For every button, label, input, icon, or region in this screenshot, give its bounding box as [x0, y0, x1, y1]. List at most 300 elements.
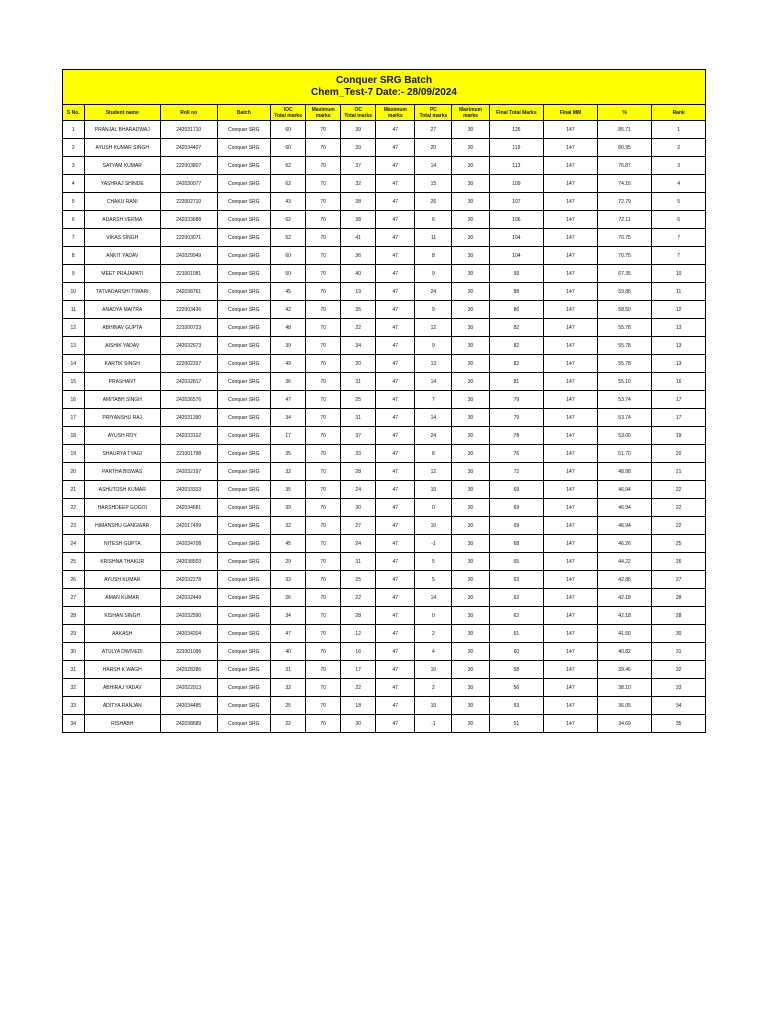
cell-roll-no: 242032817 [160, 373, 217, 391]
cell-final-total: 62 [489, 607, 544, 625]
cell-s-no: 12 [63, 319, 85, 337]
cell-pc-total: 10 [415, 697, 452, 715]
cell-student-name: KRISHNA THAKUR [84, 553, 160, 571]
cell-oc-total: 37 [341, 157, 376, 175]
cell-ioc-max: 70 [306, 463, 341, 481]
cell-percent: 55.10 [597, 373, 652, 391]
cell-roll-no: 221001798 [160, 445, 217, 463]
table-row [63, 571, 706, 589]
table-header [63, 105, 706, 121]
cell-ioc-max: 70 [306, 265, 341, 283]
cell-oc-total: 40 [341, 265, 376, 283]
table-row [63, 157, 706, 175]
cell-ioc-max: 70 [306, 517, 341, 535]
cell-s-no: 2 [63, 139, 85, 157]
cell-rank: 21 [652, 463, 706, 481]
cell-percent: 36.05 [597, 697, 652, 715]
cell-student-name: AMAN KUMAR [84, 589, 160, 607]
cell-oc-total: 18 [341, 697, 376, 715]
cell-roll-no: 242029949 [160, 247, 217, 265]
cell-ioc-max: 70 [306, 643, 341, 661]
cell-pc-max: 30 [452, 409, 489, 427]
cell-roll-no: 242017499 [160, 517, 217, 535]
cell-final-total: 119 [489, 139, 544, 157]
cell-s-no: 17 [63, 409, 85, 427]
cell-final-total: 113 [489, 157, 544, 175]
cell-oc-max: 47 [376, 265, 415, 283]
cell-final-total: 69 [489, 499, 544, 517]
column-header-oc-total [341, 105, 376, 121]
cell-roll-no: 242031390 [160, 409, 217, 427]
cell-pc-max: 30 [452, 355, 489, 373]
table-row [63, 481, 706, 499]
cell-s-no: 19 [63, 445, 85, 463]
cell-batch: Conquer SRG [217, 589, 271, 607]
cell-rank: 30 [652, 625, 706, 643]
cell-percent: 53.74 [597, 409, 652, 427]
cell-student-name: ATULYA DWIVEDI [84, 643, 160, 661]
cell-ioc-max: 70 [306, 445, 341, 463]
cell-pc-total: 14 [415, 589, 452, 607]
cell-percent: 53.74 [597, 391, 652, 409]
cell-roll-no: 242033333 [160, 481, 217, 499]
cell-ioc-max: 70 [306, 589, 341, 607]
cell-roll-no: 242032278 [160, 571, 217, 589]
table-row [63, 697, 706, 715]
cell-batch: Conquer SRG [217, 391, 271, 409]
cell-ioc-total: 32 [271, 517, 306, 535]
cell-oc-max: 47 [376, 427, 415, 445]
cell-oc-total: 16 [341, 643, 376, 661]
cell-pc-total: 14 [415, 373, 452, 391]
cell-s-no: 26 [63, 571, 85, 589]
cell-oc-total: 31 [341, 553, 376, 571]
table-row [63, 355, 706, 373]
cell-s-no: 7 [63, 229, 85, 247]
cell-oc-total: 28 [341, 463, 376, 481]
cell-oc-total: 32 [341, 175, 376, 193]
cell-student-name: SATYAM KUMAR [84, 157, 160, 175]
cell-ioc-total: 49 [271, 355, 306, 373]
cell-ioc-total: 35 [271, 445, 306, 463]
table-row [63, 553, 706, 571]
cell-ioc-total: 34 [271, 607, 306, 625]
cell-s-no: 11 [63, 301, 85, 319]
cell-roll-no: 221000723 [160, 319, 217, 337]
cell-s-no: 6 [63, 211, 85, 229]
cell-s-no: 34 [63, 715, 85, 733]
cell-s-no: 29 [63, 625, 85, 643]
table-row [63, 301, 706, 319]
cell-pc-max: 30 [452, 373, 489, 391]
cell-s-no: 9 [63, 265, 85, 283]
cell-oc-total: 22 [341, 319, 376, 337]
cell-ioc-total: 39 [271, 499, 306, 517]
cell-pc-max: 30 [452, 319, 489, 337]
cell-batch: Conquer SRG [217, 121, 271, 139]
cell-percent: 38.10 [597, 679, 652, 697]
cell-oc-total: 24 [341, 481, 376, 499]
cell-oc-max: 47 [376, 607, 415, 625]
cell-pc-total: 10 [415, 661, 452, 679]
cell-oc-max: 47 [376, 517, 415, 535]
cell-s-no: 8 [63, 247, 85, 265]
cell-rank: 11 [652, 283, 706, 301]
cell-oc-total: 30 [341, 499, 376, 517]
cell-student-name: HIMANSHU GANGWAR [84, 517, 160, 535]
cell-percent: 34.69 [597, 715, 652, 733]
cell-pc-total: 8 [415, 445, 452, 463]
cell-percent: 70.75 [597, 229, 652, 247]
table-row [63, 391, 706, 409]
cell-batch: Conquer SRG [217, 247, 271, 265]
cell-roll-no: 222003071 [160, 229, 217, 247]
cell-final-mm: 147 [544, 229, 598, 247]
column-header-text: Maximum [458, 106, 483, 113]
cell-final-mm: 147 [544, 301, 598, 319]
column-header-student-name [84, 105, 160, 121]
cell-pc-max: 30 [452, 265, 489, 283]
cell-final-mm: 147 [544, 139, 598, 157]
cell-ioc-total: 35 [271, 481, 306, 499]
cell-oc-total: 36 [341, 247, 376, 265]
cell-final-total: 104 [489, 247, 544, 265]
cell-ioc-total: 52 [271, 229, 306, 247]
cell-final-mm: 147 [544, 193, 598, 211]
table-row [63, 517, 706, 535]
cell-final-mm: 147 [544, 463, 598, 481]
table-body [63, 121, 706, 733]
table-row [63, 121, 706, 139]
cell-oc-total: 41 [341, 229, 376, 247]
cell-oc-total: 30 [341, 715, 376, 733]
cell-oc-max: 47 [376, 121, 415, 139]
cell-s-no: 23 [63, 517, 85, 535]
cell-final-total: 61 [489, 625, 544, 643]
cell-ioc-total: 31 [271, 661, 306, 679]
cell-roll-no: 242038689 [160, 715, 217, 733]
cell-oc-total: 33 [341, 445, 376, 463]
cell-student-name: AAKASH [84, 625, 160, 643]
table-row [63, 319, 706, 337]
cell-oc-total: 22 [341, 679, 376, 697]
cell-pc-total: 9 [415, 337, 452, 355]
cell-roll-no: 242036576 [160, 391, 217, 409]
cell-pc-max: 30 [452, 481, 489, 499]
cell-ioc-total: 39 [271, 337, 306, 355]
cell-ioc-max: 70 [306, 481, 341, 499]
cell-oc-max: 47 [376, 661, 415, 679]
column-header-text: marks [463, 112, 478, 119]
cell-final-mm: 147 [544, 391, 598, 409]
cell-roll-no: 222003436 [160, 301, 217, 319]
cell-rank: 28 [652, 589, 706, 607]
cell-pc-total: 26 [415, 193, 452, 211]
cell-batch: Conquer SRG [217, 319, 271, 337]
cell-ioc-total: 60 [271, 121, 306, 139]
column-header-final-mm [544, 105, 598, 121]
cell-batch: Conquer SRG [217, 571, 271, 589]
cell-s-no: 18 [63, 427, 85, 445]
cell-ioc-total: 62 [271, 175, 306, 193]
cell-student-name: AYUSH ROY [84, 427, 160, 445]
cell-oc-max: 47 [376, 337, 415, 355]
cell-final-mm: 147 [544, 337, 598, 355]
table-row [63, 715, 706, 733]
cell-final-total: 81 [489, 373, 544, 391]
cell-final-total: 126 [489, 121, 544, 139]
column-header-text: Rank [672, 109, 685, 116]
cell-roll-no: 222003807 [160, 157, 217, 175]
cell-ioc-max: 70 [306, 715, 341, 733]
cell-ioc-total: 17 [271, 427, 306, 445]
cell-oc-max: 47 [376, 499, 415, 517]
cell-pc-max: 30 [452, 427, 489, 445]
sheet-title: Conquer SRG Batch [335, 75, 433, 86]
cell-pc-total: 4 [415, 643, 452, 661]
table-row [63, 139, 706, 157]
cell-batch: Conquer SRG [217, 463, 271, 481]
cell-pc-total: 14 [415, 157, 452, 175]
cell-oc-total: 25 [341, 571, 376, 589]
cell-pc-total: 5 [415, 553, 452, 571]
table-row [63, 661, 706, 679]
cell-student-name: AYUSH KUMAR SINGH [84, 139, 160, 157]
cell-s-no: 5 [63, 193, 85, 211]
table-row [63, 499, 706, 517]
cell-batch: Conquer SRG [217, 445, 271, 463]
cell-oc-max: 47 [376, 247, 415, 265]
cell-rank: 26 [652, 553, 706, 571]
cell-final-mm: 147 [544, 571, 598, 589]
cell-roll-no: 242033102 [160, 427, 217, 445]
cell-ioc-total: 45 [271, 535, 306, 553]
cell-rank: 13 [652, 355, 706, 373]
cell-final-mm: 147 [544, 643, 598, 661]
cell-ioc-max: 70 [306, 661, 341, 679]
cell-pc-max: 30 [452, 283, 489, 301]
cell-pc-total: 11 [415, 229, 452, 247]
table-row [63, 589, 706, 607]
cell-percent: 67.35 [597, 265, 652, 283]
cell-s-no: 20 [63, 463, 85, 481]
cell-batch: Conquer SRG [217, 625, 271, 643]
cell-final-total: 106 [489, 211, 544, 229]
cell-student-name: ASHUTOSH KUMAR [84, 481, 160, 499]
cell-oc-max: 47 [376, 229, 415, 247]
cell-s-no: 15 [63, 373, 85, 391]
column-header-text: Total marks [274, 112, 302, 119]
cell-student-name: RISHABH [84, 715, 160, 733]
cell-final-mm: 147 [544, 355, 598, 373]
cell-pc-max: 30 [452, 157, 489, 175]
cell-pc-max: 30 [452, 517, 489, 535]
cell-s-no: 30 [63, 643, 85, 661]
cell-student-name: ANKIT YADAV [84, 247, 160, 265]
cell-ioc-total: 48 [271, 319, 306, 337]
column-header-text: Roll no [180, 109, 198, 116]
cell-pc-total: 10 [415, 481, 452, 499]
cell-s-no: 33 [63, 697, 85, 715]
cell-final-mm: 147 [544, 157, 598, 175]
column-header-text: S No. [66, 109, 80, 116]
cell-roll-no: 221001081 [160, 265, 217, 283]
cell-final-mm: 147 [544, 445, 598, 463]
cell-pc-total: 0 [415, 607, 452, 625]
cell-ioc-max: 70 [306, 697, 341, 715]
cell-ioc-total: 32 [271, 679, 306, 697]
cell-roll-no: 242030077 [160, 175, 217, 193]
cell-student-name: KISHAN SINGH [84, 607, 160, 625]
cell-ioc-total: 47 [271, 391, 306, 409]
column-header-s-no [63, 105, 85, 121]
cell-pc-max: 30 [452, 445, 489, 463]
cell-ioc-total: 32 [271, 463, 306, 481]
cell-rank: 13 [652, 337, 706, 355]
cell-final-total: 62 [489, 589, 544, 607]
column-header-text: Maximum [383, 106, 407, 113]
cell-oc-total: 34 [341, 337, 376, 355]
cell-pc-total: -1 [415, 715, 452, 733]
cell-batch: Conquer SRG [217, 553, 271, 571]
cell-ioc-total: 43 [271, 193, 306, 211]
cell-oc-total: 31 [341, 373, 376, 391]
cell-ioc-total: 33 [271, 571, 306, 589]
cell-pc-max: 30 [452, 247, 489, 265]
cell-roll-no: 242034485 [160, 697, 217, 715]
cell-oc-max: 47 [376, 373, 415, 391]
cell-batch: Conquer SRG [217, 373, 271, 391]
cell-pc-max: 30 [452, 535, 489, 553]
cell-ioc-max: 70 [306, 391, 341, 409]
cell-final-mm: 147 [544, 265, 598, 283]
cell-pc-max: 30 [452, 211, 489, 229]
cell-oc-max: 47 [376, 463, 415, 481]
cell-rank: 22 [652, 481, 706, 499]
table-row [63, 445, 706, 463]
cell-final-total: 82 [489, 355, 544, 373]
cell-ioc-max: 70 [306, 679, 341, 697]
cell-oc-total: 35 [341, 301, 376, 319]
cell-rank: 34 [652, 697, 706, 715]
cell-ioc-max: 70 [306, 193, 341, 211]
cell-ioc-max: 70 [306, 553, 341, 571]
cell-oc-max: 47 [376, 157, 415, 175]
result-sheet [62, 69, 706, 733]
cell-roll-no: 242034681 [160, 499, 217, 517]
cell-rank: 7 [652, 247, 706, 265]
table-row [63, 679, 706, 697]
cell-ioc-total: 60 [271, 139, 306, 157]
cell-roll-no: 221001096 [160, 643, 217, 661]
cell-pc-max: 30 [452, 643, 489, 661]
cell-pc-total: 24 [415, 283, 452, 301]
cell-ioc-total: 29 [271, 553, 306, 571]
column-header-roll-no [160, 105, 217, 121]
cell-batch: Conquer SRG [217, 697, 271, 715]
cell-batch: Conquer SRG [217, 409, 271, 427]
column-header-text: Total marks [419, 112, 448, 119]
cell-student-name: VIKAS SINGH [84, 229, 160, 247]
column-header-ioc-total [271, 105, 306, 121]
cell-batch: Conquer SRG [217, 661, 271, 679]
cell-student-name: ABHINAV GUPTA [84, 319, 160, 337]
cell-ioc-max: 70 [306, 211, 341, 229]
cell-s-no: 27 [63, 589, 85, 607]
cell-oc-max: 47 [376, 535, 415, 553]
cell-batch: Conquer SRG [217, 679, 271, 697]
column-header-text: % [622, 109, 627, 116]
cell-pc-total: 2 [415, 679, 452, 697]
cell-final-total: 56 [489, 679, 544, 697]
cell-batch: Conquer SRG [217, 193, 271, 211]
cell-oc-total: 19 [341, 283, 376, 301]
cell-final-total: 104 [489, 229, 544, 247]
cell-pc-max: 30 [452, 697, 489, 715]
cell-percent: 40.82 [597, 643, 652, 661]
cell-rank: 2 [652, 139, 706, 157]
table-row [63, 175, 706, 193]
cell-student-name: PRIYANSHU RAJ [84, 409, 160, 427]
cell-ioc-max: 70 [306, 337, 341, 355]
column-header-text: PC [429, 106, 437, 113]
cell-rank: 13 [652, 319, 706, 337]
column-header-text: Maximum [311, 106, 335, 113]
cell-oc-total: 25 [341, 391, 376, 409]
cell-s-no: 10 [63, 283, 85, 301]
cell-student-name: HARSH K WAGH [84, 661, 160, 679]
cell-percent: 72.11 [597, 211, 652, 229]
cell-final-mm: 147 [544, 679, 598, 697]
cell-final-mm: 147 [544, 121, 598, 139]
cell-s-no: 25 [63, 553, 85, 571]
cell-student-name: ANADYA MAITRA [84, 301, 160, 319]
cell-percent: 44.22 [597, 553, 652, 571]
cell-oc-max: 47 [376, 193, 415, 211]
cell-batch: Conquer SRG [217, 715, 271, 733]
cell-rank: 12 [652, 301, 706, 319]
cell-oc-max: 47 [376, 409, 415, 427]
cell-final-mm: 147 [544, 535, 598, 553]
column-header-text: IOC [283, 106, 293, 113]
cell-rank: 4 [652, 175, 706, 193]
table-row [63, 337, 706, 355]
cell-rank: 31 [652, 643, 706, 661]
cell-pc-max: 30 [452, 589, 489, 607]
cell-pc-total: 0 [415, 499, 452, 517]
table-row [63, 283, 706, 301]
header-row [63, 105, 706, 121]
column-header-text: Final Total Marks [496, 109, 537, 116]
column-header-text: Total marks [344, 112, 373, 119]
cell-percent: 55.78 [597, 337, 652, 355]
cell-roll-no: 242032449 [160, 589, 217, 607]
cell-oc-max: 47 [376, 211, 415, 229]
cell-batch: Conquer SRG [217, 283, 271, 301]
cell-final-total: 72 [489, 463, 544, 481]
cell-oc-max: 47 [376, 301, 415, 319]
cell-final-total: 65 [489, 553, 544, 571]
results-table [62, 104, 706, 733]
cell-rank: 10 [652, 265, 706, 283]
cell-oc-max: 47 [376, 319, 415, 337]
cell-batch: Conquer SRG [217, 481, 271, 499]
cell-student-name: PRANJAL BHARADWAJ [84, 121, 160, 139]
cell-pc-total: 7 [415, 391, 452, 409]
cell-roll-no: 242033688 [160, 211, 217, 229]
cell-percent: 46.94 [597, 499, 652, 517]
cell-roll-no: 242028286 [160, 661, 217, 679]
